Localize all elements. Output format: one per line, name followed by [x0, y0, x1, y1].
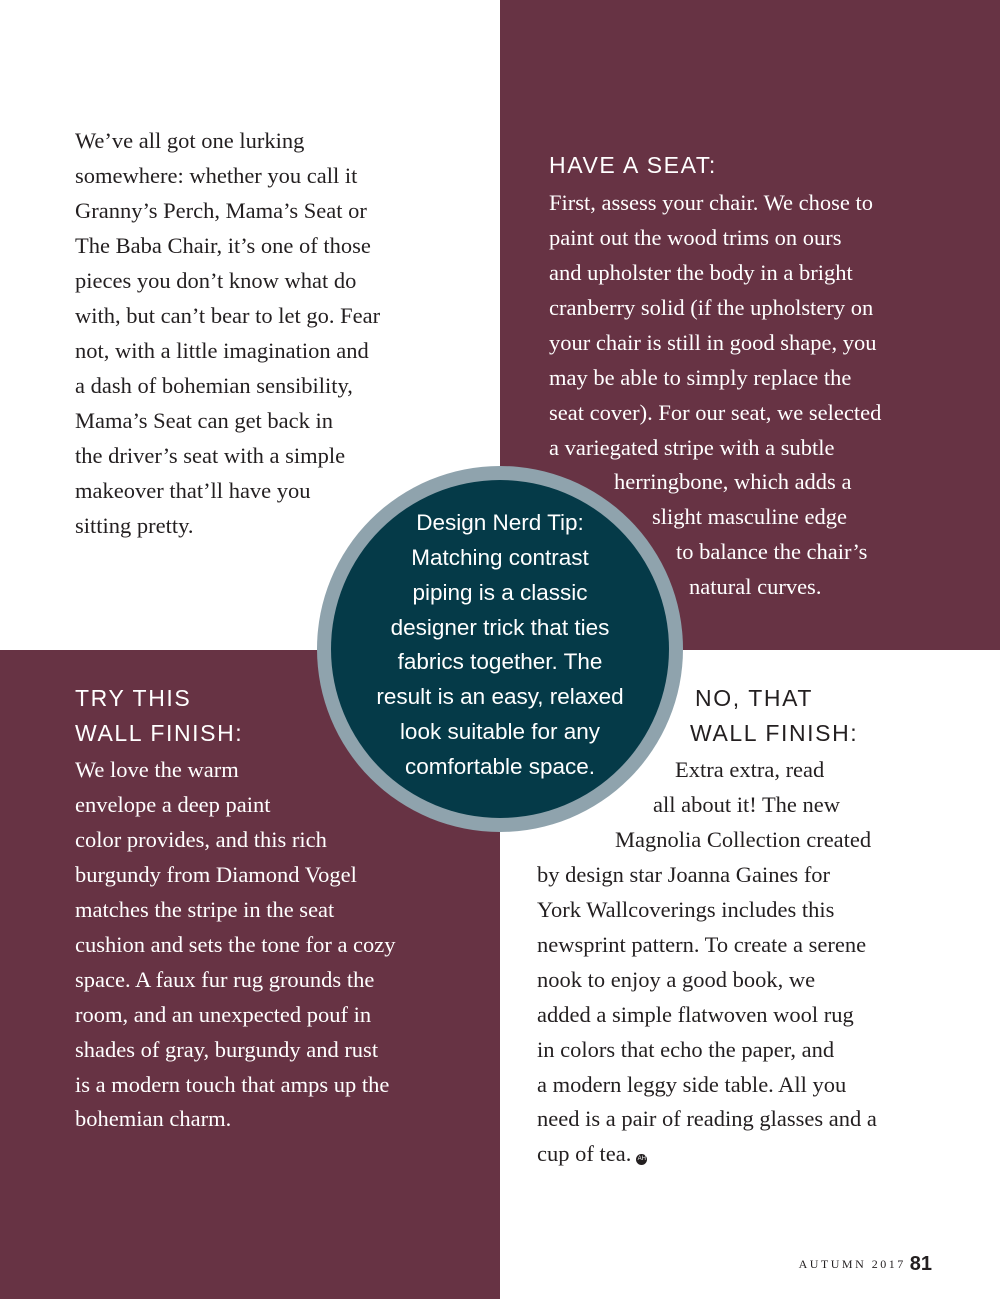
try-wall-line: space. A faux fur rug grounds the: [75, 967, 375, 992]
try-wall-line: is a modern touch that amps up the: [75, 1072, 390, 1097]
no-wall-line: Magnolia Collection created: [615, 827, 872, 852]
try-wall-line: cushion and sets the tone for a cozy: [75, 932, 396, 957]
end-mark-logo: AH: [636, 1154, 647, 1165]
tip-line: Matching contrast: [411, 545, 589, 570]
tip-line: Design Nerd Tip:: [416, 510, 584, 535]
tip-line: look suitable for any: [399, 719, 601, 744]
intro-line: somewhere: whether you call it: [75, 163, 358, 188]
intro-line: Granny’s Perch, Mama’s Seat or: [75, 198, 367, 223]
seat-line: First, assess your chair. We chose to: [549, 190, 873, 215]
seat-line: slight masculine edge: [652, 504, 847, 529]
try-wall-heading: TRY THIS: [75, 685, 192, 711]
intro-line: Mama’s Seat can get back in: [75, 408, 334, 433]
seat-line: paint out the wood trims on ours: [549, 225, 842, 250]
seat-line: and upholster the body in a bright: [549, 260, 853, 285]
tip-line: designer trick that ties: [390, 615, 610, 640]
try-wall-line: room, and an unexpected pouf in: [75, 1002, 372, 1027]
no-wall-line: York Wallcoverings includes this: [537, 897, 835, 922]
intro-line: a dash of bohemian sensibility,: [75, 373, 353, 398]
seat-line: cranberry solid (if the upholstery on: [549, 295, 874, 320]
no-wall-line: nook to enjoy a good book, we: [537, 967, 816, 992]
try-wall-line: matches the stripe in the seat: [75, 897, 335, 922]
seat-line: to balance the chair’s: [676, 539, 868, 564]
no-wall-heading: WALL FINISH:: [690, 720, 859, 746]
tip-line: fabrics together. The: [397, 649, 603, 674]
page-footer: [799, 1253, 932, 1276]
try-wall-line: color provides, and this rich: [75, 827, 327, 852]
no-wall-last-line-text: cup of tea.: [537, 1141, 632, 1166]
no-wall-heading: NO, THAT: [695, 685, 814, 711]
have-a-seat-heading: HAVE A SEAT:: [549, 152, 717, 178]
no-wall-line: need is a pair of reading glasses and a: [537, 1106, 877, 1131]
intro-line: the driver’s seat with a simple: [75, 443, 346, 468]
no-wall-line: Extra extra, read: [675, 757, 825, 782]
intro-line: makeover that’ll have you: [75, 478, 311, 503]
intro-line: not, with a little imagination and: [75, 338, 369, 363]
no-wall-line: added a simple flatwoven wool rug: [537, 1002, 854, 1027]
try-wall-line: shades of gray, burgundy and rust: [75, 1037, 379, 1062]
try-wall-line: bohemian charm.: [75, 1106, 232, 1131]
intro-line: pieces you don’t know what do: [75, 268, 357, 293]
no-wall-line: in colors that echo the paper, and: [537, 1037, 835, 1062]
page-number: 81: [909, 1253, 932, 1275]
try-wall-line: burgundy from Diamond Vogel: [75, 862, 357, 887]
no-wall-line: by design star Joanna Gaines for: [537, 862, 831, 887]
try-wall-line: We love the warm: [75, 757, 239, 782]
try-wall-heading: WALL FINISH:: [75, 720, 244, 746]
no-wall-line: newsprint pattern. To create a serene: [537, 932, 867, 957]
tip-line: piping is a classic: [412, 580, 588, 605]
try-wall-line: envelope a deep paint: [75, 792, 271, 817]
tip-line: comfortable space.: [404, 754, 596, 779]
no-wall-line: a modern leggy side table. All you: [537, 1072, 847, 1097]
seat-line: a variegated stripe with a subtle: [549, 435, 835, 460]
intro-line: The Baba Chair, it’s one of those: [75, 233, 371, 258]
issue-season: AUTUMN 2017: [798, 1257, 906, 1271]
no-wall-line: [537, 1136, 647, 1171]
seat-line: herringbone, which adds a: [614, 469, 852, 494]
tip-line: result is an easy, relaxed: [376, 684, 624, 709]
seat-line: your chair is still in good shape, you: [549, 330, 877, 355]
seat-line: may be able to simply replace the: [549, 365, 852, 390]
seat-line: seat cover). For our seat, we selected: [549, 400, 882, 425]
no-wall-line: all about it! The new: [653, 792, 841, 817]
intro-line: We’ve all got one lurking: [75, 128, 305, 153]
intro-line: sitting pretty.: [75, 513, 194, 538]
intro-line: with, but can’t bear to let go. Fear: [75, 303, 381, 328]
seat-line: natural curves.: [689, 574, 822, 599]
